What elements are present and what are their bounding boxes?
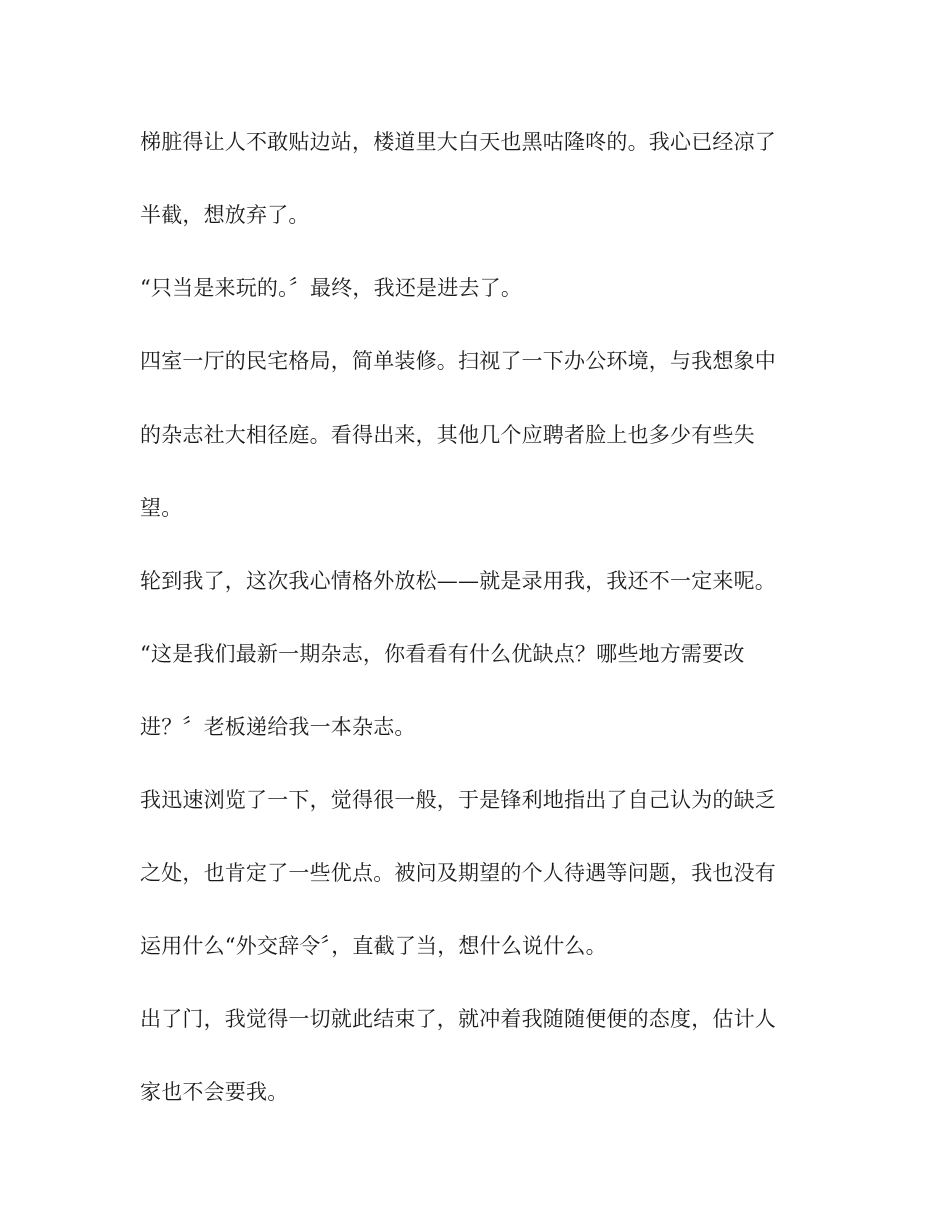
text-line: 我迅速浏览了一下，觉得很一般，于是锋利地指出了自己认为的缺乏 [140,788,776,812]
text-line: 望。 [140,496,183,520]
text-line: “只当是来玩的。〞最终，我还是进去了。 [140,276,523,300]
text-line: “这是我们最新一期杂志，你看看有什么优缺点？哪些地方需要改 [140,642,745,666]
text-line: 之处，也肯定了一些优点。被问及期望的个人待遇等问题，我也没有 [140,861,776,885]
text-line: 梯脏得让人不敢贴边站，楼道里大白天也黑咕隆咚的。我心已经凉了 [140,130,776,154]
text-line: 运用什么“外交辞令〞，直截了当，想什么说什么。 [140,934,607,958]
text-line: 的杂志社大相径庭。看得出来，其他几个应聘者脸上也多少有些失 [140,423,755,447]
text-line: 家也不会要我。 [140,1080,289,1104]
text-line: 四室一厅的民宅格局，简单装修。扫视了一下办公环境，与我想象中 [140,349,776,373]
text-line: 出了门，我觉得一切就此结束了，就冲着我随随便便的态度，估计人 [140,1007,776,1031]
text-line: 半截，想放弃了。 [140,203,310,227]
text-line: 轮到我了，这次我心情格外放松——就是录用我，我还不一定来呢。 [140,569,776,593]
text-line: 进？〞老板递给我一本杂志。 [140,715,416,739]
